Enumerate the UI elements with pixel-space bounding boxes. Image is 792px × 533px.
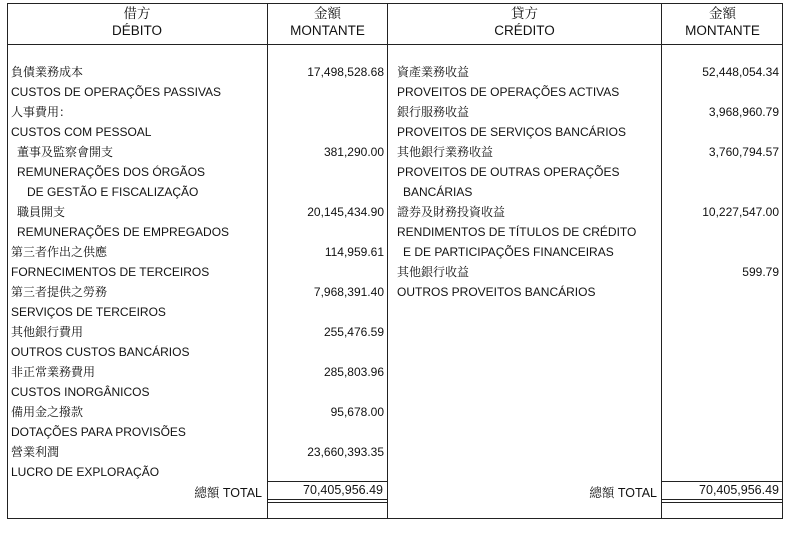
debit-row-label: DE GESTÃO E FISCALIZAÇÃO	[27, 185, 199, 199]
debit-row-label: SERVIÇOS DE TERCEIROS	[11, 305, 166, 319]
debit-row-label: CUSTOS COM PESSOAL	[11, 125, 152, 139]
debit-row-label: CUSTOS DE OPERAÇÕES PASSIVAS	[11, 85, 222, 99]
header-credit-pt: CRÉDITO	[494, 23, 555, 38]
debit-row-label: 職員開支	[17, 205, 66, 219]
debit-row-amount: 7,968,391.40	[313, 285, 384, 299]
credit-row-label: 銀行服務收益	[397, 105, 470, 119]
credit-row-label: RENDIMENTOS DE TÍTULOS DE CRÉDITO	[397, 225, 637, 239]
debit-row-label: REMUNERAÇÕES DOS ÓRGÃOS	[17, 165, 206, 179]
debit-total-rule-top	[267, 481, 388, 482]
header-credit-amount-zh: 金額	[709, 6, 736, 21]
debit-total-label: 總額 TOTAL	[194, 486, 262, 500]
debit-total-rule-bottom-1	[267, 499, 388, 500]
debit-row-amount: 17,498,528.68	[307, 65, 384, 79]
credit-row-amount: 52,448,054.34	[702, 65, 779, 79]
credit-row-label: E DE PARTICIPAÇÕES FINANCEIRAS	[403, 245, 614, 259]
debit-row-label: 其他銀行費用	[11, 325, 84, 339]
debit-row-label: 負債業務成本	[11, 65, 84, 79]
credit-row-label: 資產業務收益	[397, 65, 470, 79]
debit-row-label: DOTAÇÕES PARA PROVISÕES	[11, 425, 186, 439]
header-debit-amount	[268, 5, 387, 39]
debit-row-amount: 285,803.96	[323, 365, 384, 379]
debit-total-rule-bottom-2	[267, 502, 388, 503]
header-credit	[388, 5, 661, 39]
debit-row-label: 董事及監察會開支	[17, 145, 114, 159]
debit-row-label: 人事費用：	[11, 105, 72, 119]
debit-row-amount: 20,145,434.90	[307, 205, 384, 219]
debit-row-amount: 114,959.61	[324, 245, 384, 259]
debit-row-amount: 255,476.59	[323, 325, 384, 339]
header-debit-amount-pt: MONTANTE	[290, 23, 365, 38]
credit-row-label: 證券及財務投資收益	[397, 205, 506, 219]
credit-total-rule-bottom-1	[661, 499, 783, 500]
debit-row-label: LUCRO DE EXPLORAÇÃO	[11, 465, 160, 479]
header-debit-zh: 借方	[123, 6, 151, 21]
debit-row-label: 營業利潤	[11, 445, 60, 459]
divider-debit-credit	[387, 3, 388, 519]
header-debit-pt: DÉBITO	[111, 23, 162, 38]
header-credit-amount-pt: MONTANTE	[685, 23, 760, 38]
debit-row-label: OUTROS CUSTOS BANCÁRIOS	[11, 345, 190, 359]
debit-row-amount: 23,660,393.35	[307, 445, 384, 459]
debit-row-label: 非正常業務費用	[11, 365, 96, 379]
credit-row-label: 其他銀行收益	[397, 265, 470, 279]
credit-total-rule-bottom-2	[661, 502, 783, 503]
header-rule	[7, 44, 783, 45]
credit-row-amount: 10,227,547.00	[702, 205, 779, 219]
header-credit-amount	[662, 5, 783, 39]
debit-row-label: 備用金之撥款	[11, 405, 84, 419]
credit-row-label: PROVEITOS DE OUTRAS OPERAÇÕES	[397, 165, 620, 179]
credit-row-label: PROVEITOS DE OPERAÇÕES ACTIVAS	[397, 85, 620, 99]
credit-row-label: OUTROS PROVEITOS BANCÁRIOS	[397, 285, 596, 299]
debit-row-label: 第三者作出之供應	[11, 245, 108, 259]
debit-total-amount: 70,405,956.49	[303, 483, 383, 497]
credit-row-label: PROVEITOS DE SERVIÇOS BANCÁRIOS	[397, 125, 626, 139]
debit-row-label: REMUNERAÇÕES DE EMPREGADOS	[17, 225, 230, 239]
debit-row-amount: 95,678.00	[330, 405, 384, 419]
credit-row-amount: 3,760,794.57	[708, 145, 779, 159]
debit-row-label: FORNECIMENTOS DE TERCEIROS	[11, 265, 210, 279]
debit-row-label: CUSTOS INORGÂNICOS	[11, 385, 150, 399]
debit-row-amount: 381,290.00	[323, 145, 384, 159]
header-debit	[7, 5, 267, 39]
header-credit-zh: 貸方	[511, 6, 538, 21]
debit-row-label: 第三者提供之勞務	[11, 285, 108, 299]
credit-total-amount: 70,405,956.49	[699, 483, 779, 497]
credit-total-rule-top	[661, 481, 783, 482]
credit-row-amount: 3,968,960.79	[708, 105, 779, 119]
header-debit-amount-zh: 金額	[314, 6, 341, 21]
credit-row-label: 其他銀行業務收益	[397, 145, 494, 159]
credit-total-label: 總額 TOTAL	[589, 486, 657, 500]
credit-row-label: BANCÁRIAS	[403, 185, 473, 199]
credit-row-amount: 599.79	[742, 265, 779, 279]
